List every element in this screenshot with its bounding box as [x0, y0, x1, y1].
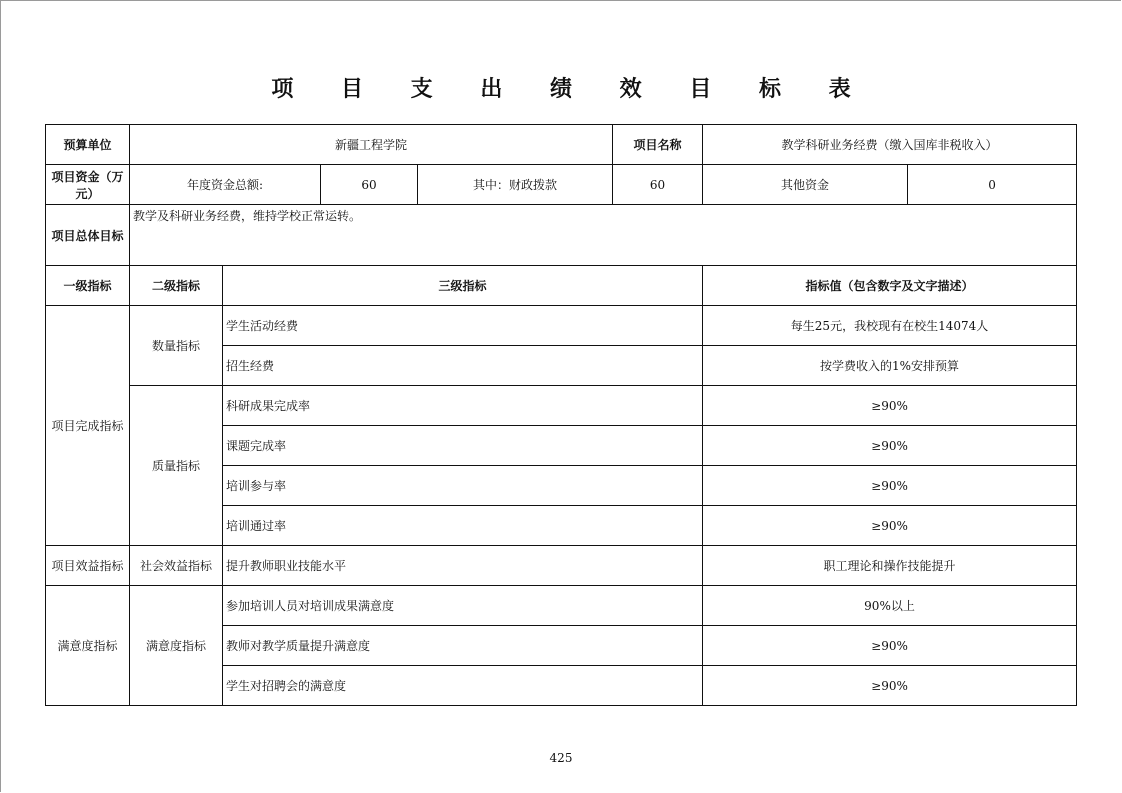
indicator-value-cell: ≥90% [703, 506, 1077, 546]
goal-label: 项目总体目标 [46, 205, 130, 266]
level2-cell: 社会效益指标 [130, 546, 223, 586]
level3-cell: 培训参与率 [223, 466, 703, 506]
level3-cell: 培训通过率 [223, 506, 703, 546]
indicator-value-cell: 按学费收入的1%安排预算 [703, 346, 1077, 386]
level2-cell: 质量指标 [130, 386, 223, 546]
performance-table [45, 124, 1077, 706]
funds-total-value: 60 [321, 165, 418, 205]
funds-total-label: 年度资金总额: [130, 165, 321, 205]
funds-fiscal-label: 其中：财政拨款 [418, 165, 613, 205]
level3-cell: 参加培训人员对培训成果满意度 [223, 586, 703, 626]
level3-cell: 提升教师职业技能水平 [223, 546, 703, 586]
funds-label: 项目资金（万元） [46, 165, 130, 205]
indicator-value-cell: ≥90% [703, 426, 1077, 466]
indicator-value-cell: 90%以上 [703, 586, 1077, 626]
level1-cell: 项目效益指标 [46, 546, 130, 586]
indicator-value-cell: ≥90% [703, 666, 1077, 706]
project-name-label: 项目名称 [613, 125, 703, 165]
indicator-value-cell: 每生25元，我校现有在校生14074人 [703, 306, 1077, 346]
level2-cell: 满意度指标 [130, 586, 223, 706]
table-row [46, 306, 1077, 346]
table-row [46, 586, 1077, 626]
level3-cell: 科研成果完成率 [223, 386, 703, 426]
funds-other-value: 0 [908, 165, 1077, 205]
goal-value: 教学及科研业务经费，维持学校正常运转。 [130, 205, 1077, 266]
table-row [46, 546, 1077, 586]
funds-other-label: 其他资金 [703, 165, 908, 205]
column-header-level1: 一级指标 [46, 266, 130, 306]
level3-cell: 学生对招聘会的满意度 [223, 666, 703, 706]
column-header-value: 指标值（包含数字及文字描述） [703, 266, 1077, 306]
indicator-value-cell: ≥90% [703, 626, 1077, 666]
level2-cell: 数量指标 [130, 306, 223, 386]
project-name-value: 教学科研业务经费（缴入国库非税收入） [703, 125, 1077, 165]
level3-cell: 教师对教学质量提升满意度 [223, 626, 703, 666]
column-header-level3: 三级指标 [223, 266, 703, 306]
budget-unit-label: 预算单位 [46, 125, 130, 165]
column-header-level2: 二级指标 [130, 266, 223, 306]
indicator-value-cell: 职工理论和操作技能提升 [703, 546, 1077, 586]
funds-fiscal-value: 60 [613, 165, 703, 205]
level3-cell: 招生经费 [223, 346, 703, 386]
indicator-value-cell: ≥90% [703, 466, 1077, 506]
table-row [46, 386, 1077, 426]
level1-cell: 满意度指标 [46, 586, 130, 706]
level1-cell: 项目完成指标 [46, 306, 130, 546]
level3-cell: 课题完成率 [223, 426, 703, 466]
page-number: 425 [549, 751, 573, 765]
level3-cell: 学生活动经费 [223, 306, 703, 346]
page-title: 项 目 支 出 绩 效 目 标 表 [271, 77, 871, 102]
budget-unit-value: 新疆工程学院 [130, 125, 613, 165]
indicator-value-cell: ≥90% [703, 386, 1077, 426]
